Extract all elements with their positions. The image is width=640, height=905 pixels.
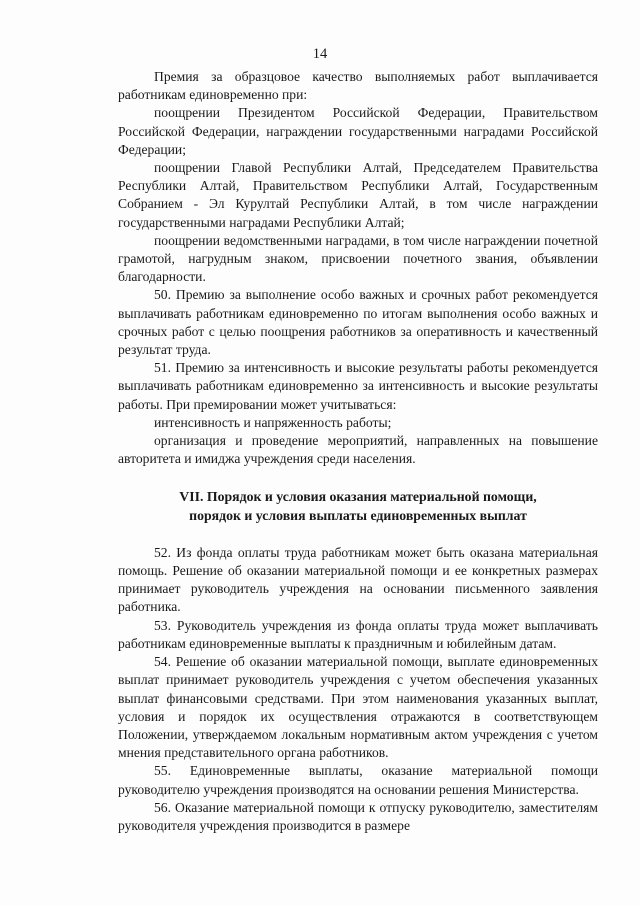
paragraph-intensity: интенсивность и напряженность работы; (154, 414, 392, 430)
section-heading-line-2: порядок и условия выплаты единовременных выплат (189, 507, 527, 523)
paragraph-premium-quality-intro: Премия за образцовое качество выполняемых работ выплачивается работникам единовременно при: (118, 69, 598, 103)
paragraph-events: организация и проведение мероприятий, направленных на повышение авторитета и имиджа учреждения среди населения. (118, 433, 598, 467)
paragraph-item-51: 51. Премию за интенсивность и высокие результаты работы рекомендуется выплачивать работникам единовременно за интенсивность и высокие результаты работы. При премировании может учитываться: (118, 360, 598, 412)
paragraph-item-56: 56. Оказание материальной помощи к отпуску руководителю, заместителям руководителя учреждения производится в размере (118, 799, 598, 833)
paragraph-president-awards: поощрении Президентом Российской Федерации, Правительством Российской Федерации, награждении государственными наградами Российской Федерации; (118, 105, 598, 157)
section-heading-line-1: VII. Порядок и условия оказания материальной помощи, (179, 489, 537, 505)
document-body (118, 68, 598, 835)
paragraph-item-54: 54. Решение об оказании материальной помощи, выплате единовременных выплат принимает руководитель учреждения с учетом обеспечения указанных выплат финансовыми средствами. При этом наименования указанных выплат, условия и порядок их осуществления отражаются в соответствующем Положении, утверждаемом локальным нормативным актом учреждения с учетом мнения представительного органа работников. (118, 654, 598, 761)
paragraph-item-55: 55. Единовременные выплаты, оказание материальной помощи руководителю учреждения производятся на основании решения Министерства. (118, 763, 598, 797)
paragraph-item-50: 50. Премию за выполнение особо важных и срочных работ рекомендуется выплачивать работникам единовременно по итогам выполнения особо важных и срочных работ с целью поощрения работников за оперативность и качественный результат труда. (118, 287, 598, 358)
paragraph-item-53: 53. Руководитель учреждения из фонда оплаты труда может выплачивать работникам единовременные выплаты к праздничным и юбилейным датам. (118, 617, 598, 651)
paragraph-departmental-awards: поощрении ведомственными наградами, в том числе награждении почетной грамотой, нагрудным знаком, присвоении почетного звания, объявлении благодарности. (118, 232, 598, 285)
section-heading-vii (118, 488, 598, 524)
paragraph-altai-awards: поощрении Главой Республики Алтай, Председателем Правительства Республики Алтай, Правительством Республики Алтай, Государственным Собранием - Эл Курултай Республики Алтай, в том числе награждении государственными наградами Республики Алтай; (118, 160, 598, 230)
paragraph-item-52: 52. Из фонда оплаты труда работникам может быть оказана материальная помощь. Решение об оказании материальной помощи и ее конкретных размерах принимает руководитель учреждения на основании письменного заявления работника. (118, 544, 598, 615)
page-number: 14 (312, 46, 328, 62)
